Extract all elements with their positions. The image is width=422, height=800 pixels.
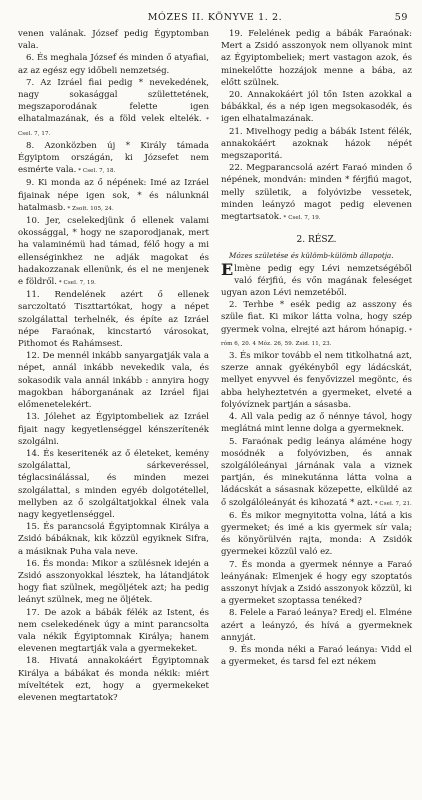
- verse-paragraph: [221, 259, 412, 300]
- verse-text: 16. És monda: Mikor a szülésnek idején a Zsidó asszonyokkal lésztek, ha látandjátok hogy fiat szülnek, megöljétek azt; ha pedig leányt szülnek, meg ne öljétek.: [18, 558, 209, 606]
- verse-text: 15. És parancsolá Égyiptomnak Királya a Zsidó bábáknak, kik közzül egyiknek Sifra, a másiknak Puha vala neve.: [18, 522, 209, 557]
- verse-paragraph: [221, 299, 412, 350]
- verse-footnote-reference: * Csel. 7, 18.: [76, 168, 116, 175]
- verse-text: venen valának. József pedig Égyptomban vala.: [18, 29, 209, 52]
- chapter-summary: Mózes születése és külömb-külömb állapotja.: [229, 251, 394, 261]
- verse-paragraph: [221, 510, 412, 559]
- verse-text: 11. Rendelének azért ő ellenek sarczoltató Tiszttartókat, hogy a népet szolgálattal terhelnék, és építe az Izráel népe Faraónak, kincstartó városokat, Pithomot és Rahámsest.: [18, 290, 209, 350]
- verse-paragraph: [221, 411, 412, 435]
- verse-text: 8. Felele a Faraó leánya? Eredj el. Elméne azért a leányzó, és hívá a gyermeknek annyját.: [221, 608, 412, 643]
- verse-paragraph: [18, 350, 209, 411]
- verse-text: 17. De azok a bábák félék az Istent, és nem cselekedének úgy a mint parancsolta vala nékik Égyiptomnak Királya; hanem elevenen megtartják vala a gyermekeket.: [18, 607, 209, 655]
- verse-paragraph: [221, 89, 412, 126]
- verse-paragraph: [18, 558, 209, 607]
- verse-text: 22. Megparancsolá azért Faraó minden ő népének, mondván: minden * férjfiú magot, melly születik, a folyóvizbe vessetek, minden leányzó magot pedig elevenen megtartsatok.: [221, 163, 412, 223]
- verse-text: 21. Mivelhogy pedig a bábák Istent félék, annakokáért azoknak házok népét megszaporitá.: [221, 126, 412, 162]
- verse-text: 6. És mikor megnyitotta volna, látá a kis gyermeket; és imé a kis gyermek sír vala; és könyörülvén rajta, monda: A Zsidók gyermekei közzül való ez.: [221, 510, 412, 558]
- verse-text: 14. És keseritenék az ő életeket, kemény szolgálattal, sárkeveréssel, téglacsinálással, és minden mezei szolgálattal, s minden egyéb dolgotétellel, mellyben az ő szolgáltatjokkal élnek vala nagy kegyetlenséggel.: [18, 448, 209, 520]
- verse-paragraph: [18, 28, 209, 52]
- verse-text: 2. Terhbe * esék pedig az asszony és szüle fiat. Ki mikor látta volna, hogy szép gyermek volna, elrejté azt három hónapig.: [221, 300, 412, 335]
- verse-text: 20. Annakokáért jól tőn Isten azokkal a bábákkal, és a nép igen megsokasodék, és igen elhatalmazának.: [221, 90, 412, 125]
- verse-text: 8. Azonközben új * Király támada Égyiptom országán, ki Józsefet nem esmérte vala.: [18, 140, 209, 176]
- verse-paragraph: [18, 289, 209, 350]
- verse-paragraph: [221, 126, 412, 163]
- verse-paragraph: [221, 162, 412, 224]
- verse-text: 3. És mikor tovább el nem titkolhatná azt, szerze annak gyékényből egy ládácskát, mellyet enyvvel és fenyővizzel megöntc, és abba helyheztetvén a gyermeket, elveté a folyóvíznek partján a sásasba.: [221, 351, 412, 410]
- running-title: MÓZES II. KÖNYVE 1. 2.: [147, 12, 283, 23]
- verse-text: 9. Ki monda az ő népének: Imé az Izráel fijainak népe igen sok, * és nálunknál hatalmasb.: [18, 178, 209, 213]
- verse-footnote-reference: * Csel. 7, 19.: [56, 280, 97, 287]
- verse-text: 12. De mennél inkább sanyargatják vala a népet, annál inkább nevekedik vala, és sokasodik vala annál inkább : annyira hogy magokban háborganának az Izráel fijai előmenetelekért.: [18, 351, 209, 411]
- verse-paragraph: [221, 436, 412, 510]
- verse-paragraph: [18, 521, 209, 558]
- verse-paragraph: [18, 177, 209, 215]
- verse-paragraph: [18, 655, 209, 704]
- verse-paragraph: [18, 411, 209, 448]
- drop-cap-letter: E: [221, 259, 234, 279]
- verse-footnote-reference: * Zsolt. 105, 24.: [65, 205, 114, 212]
- verse-paragraph: [221, 28, 412, 89]
- page-number: 59: [394, 12, 408, 23]
- verse-text: lmène pedig egy Lévi nemzetségéből való férjfiú, és vőn magának feleséget ugyan azon Lévi nemzetéből.: [221, 263, 412, 299]
- verse-paragraph: [18, 52, 209, 76]
- verse-paragraph: [18, 215, 209, 289]
- verse-paragraph: [18, 607, 209, 656]
- verse-footnote-reference: * Csel. 7, 17.: [18, 117, 210, 137]
- verse-paragraph: [221, 559, 412, 608]
- verse-text: 6. És meghala József és minden ő atyafiai, az az egész egy időbeli nemzetség.: [18, 53, 209, 76]
- verse-paragraph: [221, 644, 412, 668]
- verse-paragraph: [221, 350, 412, 411]
- chapter-heading: 2. RÉSZ.: [296, 235, 337, 246]
- verse-text: 13. Jólehet az Égyiptombeliek az Izráel fijait nagy kegyetlenséggel kénszerítenék szolgálni.: [18, 412, 209, 447]
- verse-text: 10. Jer, cselekedjünk ő ellenek valami okossággal, * hogy ne szaporodjanak, mert ha valaminémü had támad, félő hogy a mi ellenséginkhez ne adják magokat és hadakozzanak ellenünk, és el ne menjenek e földről.: [18, 216, 209, 288]
- right-column-verses: [221, 28, 412, 224]
- verse-text: 5. Faraónak pedig leánya aláméne hogy mosódnék a folyóvizben, és annak szolgálóleányai járnának vala a viznek partján, és minekutánna látta volna a ládácskát a sásasnak közepette, elküldé az ő szolgálóleányát és kihozatá * azt.: [221, 436, 412, 508]
- verse-footnote-reference: * Csel. 7, 21.: [372, 500, 412, 507]
- verse-text: 19. Felelének pedig a bábák Faraónak: Mert a Zsidó asszonyok nem ollyanok mint az Égyiptombeliek; mert vastagon azok, és minekelőtte hozzájok menne a bába, az előtt szülnek.: [221, 29, 412, 88]
- left-column: [18, 28, 209, 704]
- page-header: [18, 10, 412, 28]
- verse-paragraph: [18, 140, 209, 178]
- verse-paragraph: [18, 448, 209, 521]
- verse-text: 18. Hivatá annakokáért Égyiptomnak Királya a bábákat és monda nékik: miért míveltétek ezt, hogy a gyermekeket elevenen megtartatok?: [18, 656, 209, 703]
- verse-text: 7. És monda a gyermek nénnye a Faraó leányának: Elmenjek é hogy egy szoptatós asszonyt hívjak a Zsidó asszonyok közzül, ki a gyermeket szoptassa tenéked?: [221, 559, 412, 607]
- verse-text: 9. És monda néki a Faraó leánya: Vidd el a gyermeket, és tarsd fel ezt nékem: [221, 644, 412, 668]
- right-column: [221, 28, 412, 704]
- verse-footnote-reference: * róm 6, 20. 4 Móz. 26, 59. Zsid. 11, 23.: [221, 327, 412, 347]
- verse-paragraph: [221, 607, 412, 644]
- verse-text: 7. Az Izráel fiai pedig * nevekedének, nagy sokasággal születtetének, megszaporodának felette igen elhatalmazának, és a föld velek eltelék.: [18, 77, 209, 125]
- verse-paragraph: [18, 77, 209, 140]
- two-column-body: [18, 28, 412, 704]
- chapter-verses: [221, 259, 412, 669]
- verse-text: 4. All vala pedig az ő nénnye távol, hogy meglátná mint lenne dolga a gyermeknek.: [221, 412, 412, 435]
- verse-footnote-reference: * Csel. 7, 19.: [281, 215, 321, 222]
